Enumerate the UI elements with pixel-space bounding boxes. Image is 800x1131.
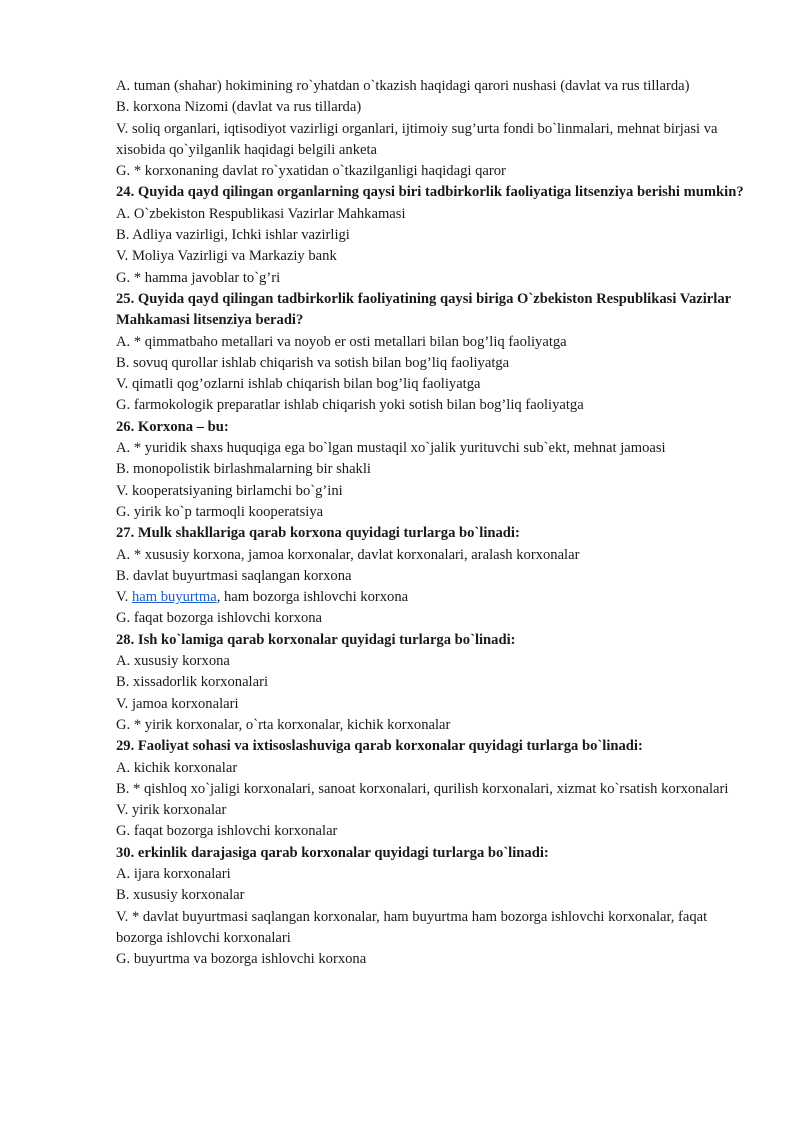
answer-option: A. * qimmatbaho metallari va noyob er osti metallari bilan bog’liq faoliyatga	[116, 333, 567, 350]
answer-option: V. soliq organlari, iqtisodiyot vazirligi organlari, ijtimoiy sug’urta fondi bo`linmalari, mehnat birjasi va xisobida qo`yilganlik haqidagi belgili anketa	[116, 120, 718, 158]
answer-option: G. faqat bozorga ishlovchi korxonalar	[116, 823, 338, 840]
answer-option: A. * xususiy korxona, jamoa korxonalar, davlat korxonalari, aralash korxonalar	[116, 546, 580, 563]
answer-option: V. jamoa korxonalari	[116, 695, 239, 712]
answer-option: G. yirik ko`p tarmoqli kooperatsiya	[116, 503, 324, 520]
question-24: 24. Quyida qayd qilingan organlarning qaysi biri tadbirkorlik faoliyatiga litsenziya berishi mumkin?	[116, 184, 744, 201]
answer-option: B. * qishloq xo`jaligi korxonalari, sanoat korxonalari, qurilish korxonalari, xizmat ko`rsatish korxonalari	[116, 780, 729, 797]
question-29: 29. Faoliyat sohasi va ixtisoslashuviga qarab korxonalar quyidagi turlarga bo`linadi:	[116, 738, 643, 755]
answer-option: G. faqat bozorga ishlovchi korxona	[116, 610, 323, 627]
document-page	[116, 76, 746, 970]
answer-option: B. monopolistik birlashmalarning bir shakli	[116, 461, 371, 478]
option-prefix: V.	[116, 589, 132, 606]
answer-option: V. * davlat buyurtmasi saqlangan korxonalar, ham buyurtma ham bozorga ishlovchi korxonalar, faqat bozorga ishlovchi korxonalari	[116, 908, 708, 946]
answer-option: A. kichik korxonalar	[116, 759, 238, 776]
answer-option: A. * yuridik shaxs huquqiga ega bo`lgan mustaqil xo`jalik yurituvchi sub`ekt, mehnat jamoasi	[116, 440, 666, 457]
answer-option: A. O`zbekiston Respublikasi Vazirlar Mahkamasi	[116, 205, 406, 222]
answer-option: V. qimatli qog’ozlarni ishlab chiqarish bilan bog’liq faoliyatga	[116, 376, 481, 393]
answer-option: V. yirik korxonalar	[116, 802, 227, 819]
question-28: 28. Ish ko`lamiga qarab korxonalar quyidagi turlarga bo`linadi:	[116, 631, 516, 648]
answer-option: G. farmokologik preparatlar ishlab chiqarish yoki sotish bilan bog’liq faoliyatga	[116, 397, 584, 414]
answer-option: B. davlat buyurtmasi saqlangan korxona	[116, 567, 352, 584]
answer-option: B. xususiy korxonalar	[116, 887, 245, 904]
answer-option: B. Adliya vazirligi, Ichki ishlar vazirligi	[116, 227, 350, 244]
answer-option: V. Moliya Vazirligi va Markaziy bank	[116, 248, 337, 265]
answer-option: B. xissadorlik korxonalari	[116, 674, 268, 691]
answer-option: A. xususiy korxona	[116, 653, 230, 670]
answer-option: V. kooperatsiyaning birlamchi bo`g’ini	[116, 482, 343, 499]
answer-option: G. * hamma javoblar to`g’ri	[116, 269, 281, 286]
answer-option: B. sovuq qurollar ishlab chiqarish va sotish bilan bog’liq faoliyatga	[116, 354, 510, 371]
ham-buyurtma-link[interactable]: ham buyurtma	[131, 589, 217, 606]
question-25: 25. Quyida qayd qilingan tadbirkorlik faoliyatining qaysi biriga O`zbekiston Respublikasi Vazirlar Mahkamasi litsenziya beradi?	[116, 290, 731, 329]
question-27: 27. Mulk shakllariga qarab korxona quyidagi turlarga bo`linadi:	[116, 525, 520, 542]
answer-option: B. korxona Nizomi (davlat va rus tillarda)	[116, 99, 362, 116]
answer-option: A. tuman (shahar) hokimining ro`yhatdan o`tkazish haqidagi qarori nushasi (davlat va rus tillarda)	[116, 78, 690, 94]
answer-option-with-link	[116, 587, 746, 608]
answer-option: G. buyurtma va bozorga ishlovchi korxona	[116, 951, 367, 968]
question-26: 26. Korxona – bu:	[116, 418, 229, 435]
answer-option: G. * yirik korxonalar, o`rta korxonalar, kichik korxonalar	[116, 716, 451, 733]
question-30: 30. erkinlik darajasiga qarab korxonalar quyidagi turlarga bo`linadi:	[116, 844, 549, 861]
answer-option: G. * korxonaning davlat ro`yxatidan o`tkazilganligi haqidagi qaror	[116, 163, 506, 180]
answer-option: A. ijara korxonalari	[116, 865, 231, 882]
option-suffix: , ham bozorga ishlovchi korxona	[216, 589, 409, 606]
